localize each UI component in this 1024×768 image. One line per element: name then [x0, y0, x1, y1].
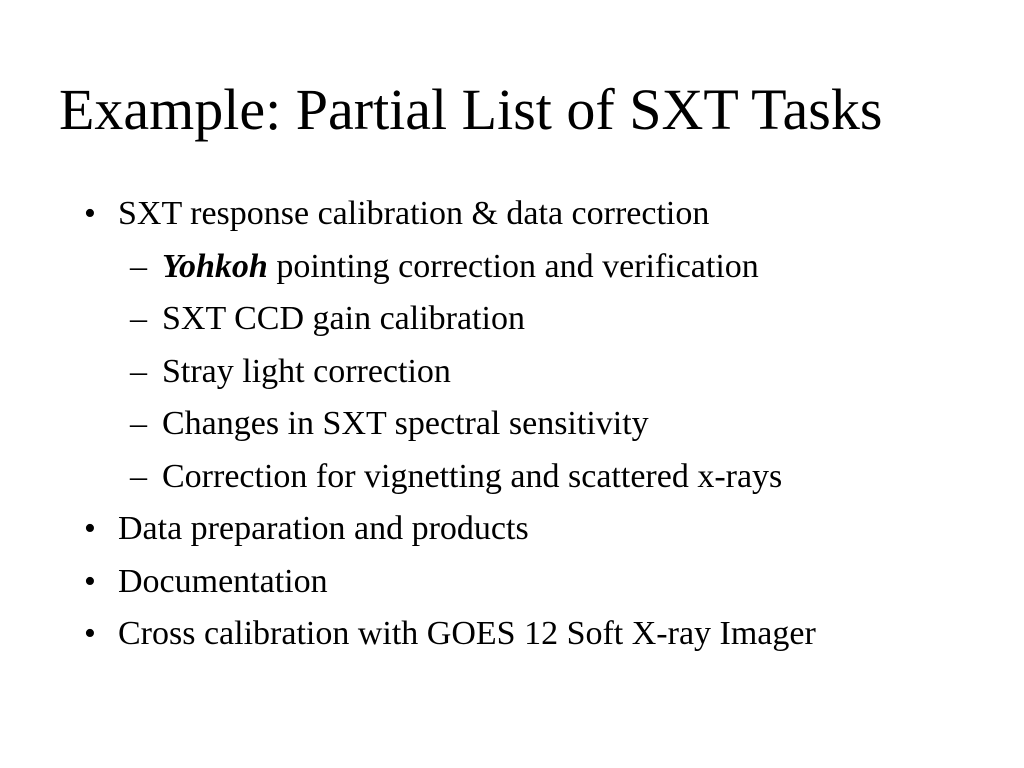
emphasis-term: Yohkoh [162, 247, 268, 285]
subitem-text [162, 241, 759, 294]
bullet-text: SXT response calibration & data correction [118, 195, 710, 232]
dash-marker: – [130, 405, 147, 442]
bullet-item-cross-calibration [0, 608, 1024, 661]
dash-marker: – [130, 247, 147, 285]
subitem-text: Changes in SXT spectral sensitivity [162, 405, 649, 442]
bullet-marker: • [84, 562, 96, 600]
dash-marker: – [130, 300, 147, 337]
dash-marker: – [130, 352, 147, 390]
subitem-text: SXT CCD gain calibration [162, 300, 525, 337]
bullet-marker: • [84, 510, 96, 547]
bullet-item-sxt-response-calibration [0, 188, 1024, 241]
slide-title: Example: Partial List of SXT Tasks [59, 77, 883, 142]
subitem-text: Stray light correction [162, 352, 451, 390]
bullet-text: Data preparation and products [118, 510, 529, 547]
bullet-list [0, 188, 1024, 661]
subitem-ccd-gain-calibration [0, 293, 1024, 346]
subitem-text: Correction for vignetting and scattered x-rays [162, 457, 783, 495]
subitem-text-rest: pointing correction and verification [267, 247, 759, 285]
subitem-stray-light-correction [0, 346, 1024, 399]
bullet-item-data-preparation [0, 503, 1024, 556]
dash-marker: – [130, 457, 147, 495]
subitem-spectral-sensitivity [0, 398, 1024, 451]
bullet-marker: • [84, 195, 96, 232]
bullet-text: Cross calibration with GOES 12 Soft X-ray Imager [118, 615, 816, 652]
bullet-text: Documentation [118, 562, 328, 600]
bullet-item-documentation [0, 556, 1024, 609]
subitem-yohkoh-pointing-correction [0, 241, 1024, 294]
subitem-vignetting-correction [0, 451, 1024, 504]
bullet-marker: • [84, 615, 96, 652]
